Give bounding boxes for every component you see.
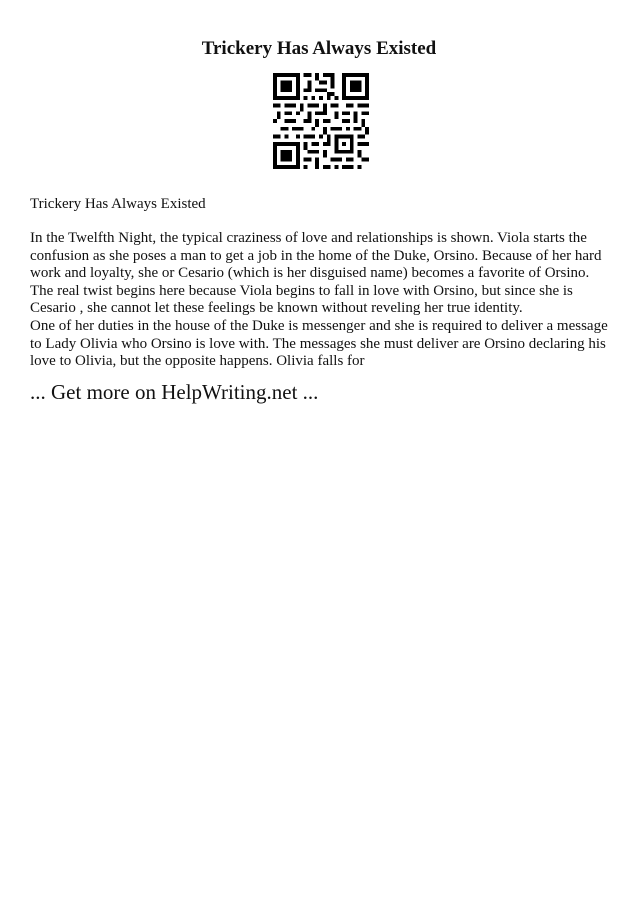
body-text [30,230,610,371]
page-title: Trickery Has Always Existed [201,38,437,59]
paragraph: One of her duties in the house of the Duke is messenger and she is required to deliver a message to Lady Olivia who Orsino is love with. The messages she must deliver are Orsino declaring his love to Olivia, but the opposite happens. Olivia falls for [30,317,608,370]
get-more-link[interactable]: ... Get more on HelpWriting.net ... [30,380,319,404]
document-subtitle: Trickery Has Always Existed [30,196,206,212]
paragraph: In the Twelfth Night, the typical craziness of love and relationships is shown. Viola starts the confusion as she poses a man to get a job in the home of the Duke, Orsino. Because of her hard work and loyalty, she or Cesario (which is her disguised name) becomes a favorite of Orsino. The real twist begins here because Viola begins to fall in love with Orsino, but since she is Cesario , she cannot let these feelings be known without reveling her true identity. [30,230,602,317]
qr-code-icon [273,73,369,169]
